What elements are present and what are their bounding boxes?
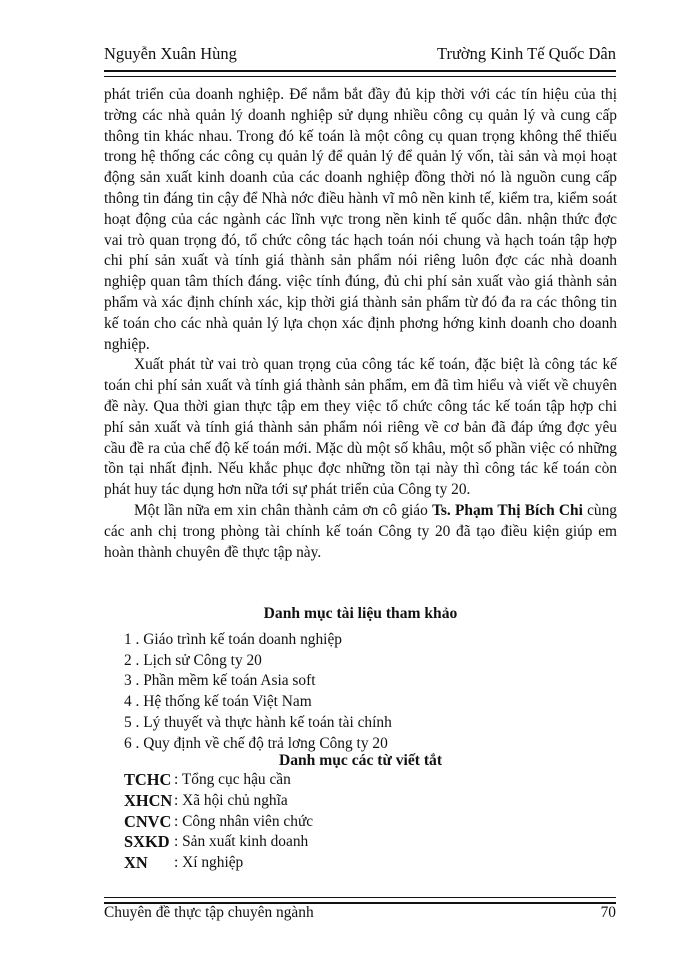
advisor-name: Ts. Phạm Thị Bích Chi [432, 501, 583, 519]
abbreviation-value: : Xí nghiệp [174, 854, 244, 872]
abbreviation-key: SXKD [124, 832, 170, 852]
abbreviation-value: : Xã hội chủ nghĩa [174, 791, 288, 809]
page-number: 70 [600, 904, 616, 921]
abbreviation-value: : Công nhân viên chức [174, 812, 314, 830]
header-rule [104, 70, 616, 77]
abbreviation-row [124, 853, 313, 874]
header-school: Trường Kinh Tế Quốc Dân [437, 44, 616, 63]
reference-item: 1 . Giáo trình kế toán doanh nghiệp [124, 631, 342, 648]
footer-rule [104, 897, 616, 904]
page-footer [104, 904, 616, 922]
paragraph-1: phát triển của doanh nghiệp. Để nắm bắt đầy đủ kịp thời với các tín hiệu của thị trờng các nhà quản lý doanh nghiệp sử dụng nhiều công cụ quản lý và cung cấp thông tin khác nhau. Trong đó kế toán là một công cụ quan trọng không thể thiếu trong hệ thống các công cụ quản lý để quản lý để quản lý vốn, tài sản và mọi hoạt động sản xuất kinh doanh của các doanh nghiệp đồng thời nó là nguồn cung cấp thông tin đáng tin cậy để Nhà nớc điều hành vĩ mô nền kinh tế, kiểm tra, kiểm soát hoạt động của các ngành các lĩnh vực trong nền kinh tế quốc dân. nhận thức đợc vai trò quan trọng đó, tổ chức công tác hạch toán nói chung và hạch toán tập hợp chi phí sản xuất và tính giá thành sản phẩm nói riêng luôn đợc các nhà doanh nghiệp quan tâm thích đáng. việc tính đúng, đủ chi phí sản xuất vào giá thành sản phẩm và xác định chính xác, kịp thời giá thành sản phẩm từ đó đa ra các thông tin kế toán cho các nhà quản lý lựa chọn xác định phơng hớng kinh doanh cho doanh nghiệp. [104, 86, 617, 353]
paragraph-3-start: Một lần nữa em xin chân thành cảm ơn cô giáo [134, 501, 433, 519]
abbreviation-key: XHCN [124, 790, 173, 810]
abbreviations-title: Danh mục các từ viết tắt [278, 752, 443, 769]
abbreviation-row [124, 832, 313, 853]
abbreviation-row [124, 812, 313, 833]
abbreviation-value: : Sản xuất kinh doanh [174, 833, 309, 851]
abbreviation-key: TCHC [124, 770, 172, 789]
abbreviation-key: XN [124, 853, 148, 873]
abbreviation-key: CNVC [124, 811, 172, 831]
reference-item: 5 . Lý thuyết và thực hành kế toán tài chính [124, 713, 392, 731]
abbreviations-list [124, 770, 313, 874]
paragraph-2: Xuất phát từ vai trò quan trọng của công tác kế toán, đặc biệt là công tác kế toán chi phí sản xuất và tính giá thành sản phẩm, em đã tìm hiểu và viết về chuyên đề này. Qua thời gian thực tập em they việc tổ chức công tác kế toán tập hợp chi phí sản xuất và tính giá thành sản phẩm nói riêng về cơ bản đã đáp ứng đợc yêu cầu đề ra của chế độ kế toán mới. Mặc dù một số khâu, một số phần việc có những tồn tại nhất định. Nếu khắc phục đợc những tồn tại này thì công tác kế toán còn phát huy tác dụng hơn nữa tới sự phát triển của Công ty 20. [104, 356, 617, 499]
reference-item: 3 . Phần mềm kế toán Asia soft [124, 672, 316, 690]
header-author: Nguyễn Xuân Hùng [104, 44, 237, 63]
references-title: Danh mục tài liệu tham khảo [263, 605, 458, 622]
paragraph-3 [104, 501, 617, 563]
reference-item: 6 . Quy định về chế độ trả lơng Công ty 20 [124, 734, 388, 752]
references-list [124, 630, 392, 754]
reference-item: 2 . Lịch sử Công ty 20 [124, 651, 262, 669]
reference-item: 4 . Hệ thống kế toán Việt Nam [124, 693, 312, 711]
body-text [104, 85, 617, 563]
abbreviation-row [124, 791, 313, 812]
paragraph-3-end: cùng các anh chị trong phòng tài chính kế toán Công ty 20 đã tạo điều kiện giúp em hoàn thành chuyên đề thực tập này. [104, 501, 618, 561]
page-header [104, 40, 616, 64]
abbreviation-value: : Tổng cục hậu cần [174, 771, 291, 788]
abbreviation-row [124, 770, 313, 791]
footer-title: Chuyên đề thực tập chuyên ngành [104, 904, 314, 921]
